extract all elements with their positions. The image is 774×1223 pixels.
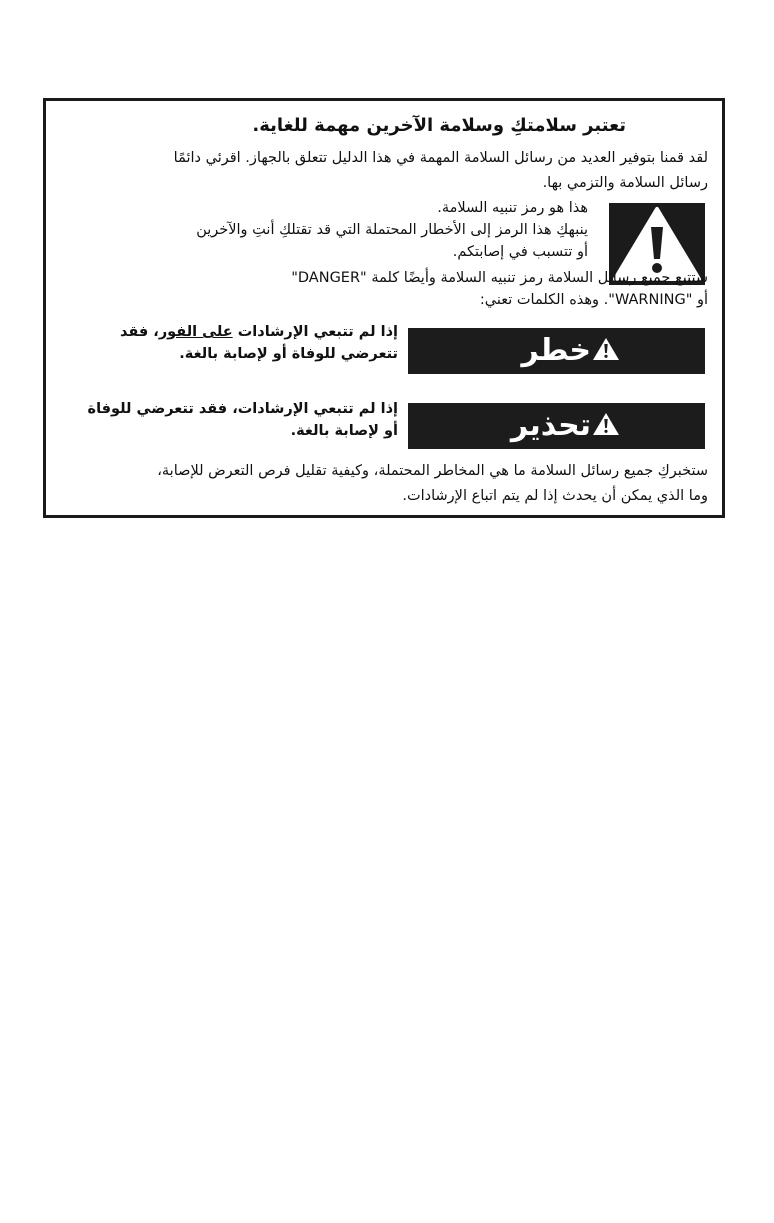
danger-description — [68, 321, 398, 365]
danger-word: خطر — [521, 333, 591, 368]
closing-line: وما الذي يمكن أن يحدث إذا لم يتم اتباع الإرشادات. — [402, 488, 708, 504]
alert-symbol-description — [68, 197, 588, 263]
alert-line: أو تتسبب في إصابتكم. — [452, 244, 588, 260]
danger-text: ، فقد — [119, 324, 159, 340]
closing-paragraph — [64, 459, 708, 509]
warning-triangle-icon — [591, 411, 621, 441]
danger-line — [68, 321, 398, 343]
alert-line: ينبهكِ هذا الرمز إلى الأخطار المحتملة التي قد تقتلكِ أنتِ والآخرين — [196, 222, 588, 238]
notice-title: تعتبر سلامتكِ وسلامة الآخرين مهمة للغاية. — [252, 115, 626, 136]
danger-signal-bar — [408, 328, 705, 374]
intro-paragraph — [68, 146, 708, 196]
warning-triangle-icon — [591, 336, 621, 366]
warning-line: إذا لم تتبعي الإرشادات، فقد تتعرضي للوفاة — [87, 401, 398, 417]
signal-words-intro — [68, 267, 708, 311]
warning-signal-bar — [408, 403, 705, 449]
danger-emphasis: على الفور — [158, 324, 233, 340]
alert-line: هذا هو رمز تنبيه السلامة. — [437, 200, 588, 216]
closing-line: ستخبركِ جميع رسائل السلامة ما هي المخاطر المحتملة، وكيفية تقليل فرص التعرض للإصابة، — [157, 463, 708, 479]
warning-description — [68, 398, 398, 442]
signal-line: أو "WARNING". وهذه الكلمات تعني: — [479, 292, 708, 308]
warning-word: تحذير — [510, 408, 591, 443]
intro-line: رسائل السلامة والتزمي بها. — [542, 175, 708, 191]
intro-line: لقد قمنا بتوفير العديد من رسائل السلامة المهمة في هذا الدليل تتعلق بالجهاز. اقرئي دائمًا — [173, 150, 708, 166]
warning-line: أو لإصابة بالغة. — [290, 423, 398, 439]
signal-line: ستتبع جميع رسائل السلامة رمز تنبيه السلامة وأيضًا كلمة "DANGER" — [291, 270, 708, 286]
danger-line: تتعرضي للوفاة أو لإصابة بالغة. — [179, 346, 398, 362]
danger-text: إذا لم تتبعي الإرشادات — [232, 324, 398, 340]
